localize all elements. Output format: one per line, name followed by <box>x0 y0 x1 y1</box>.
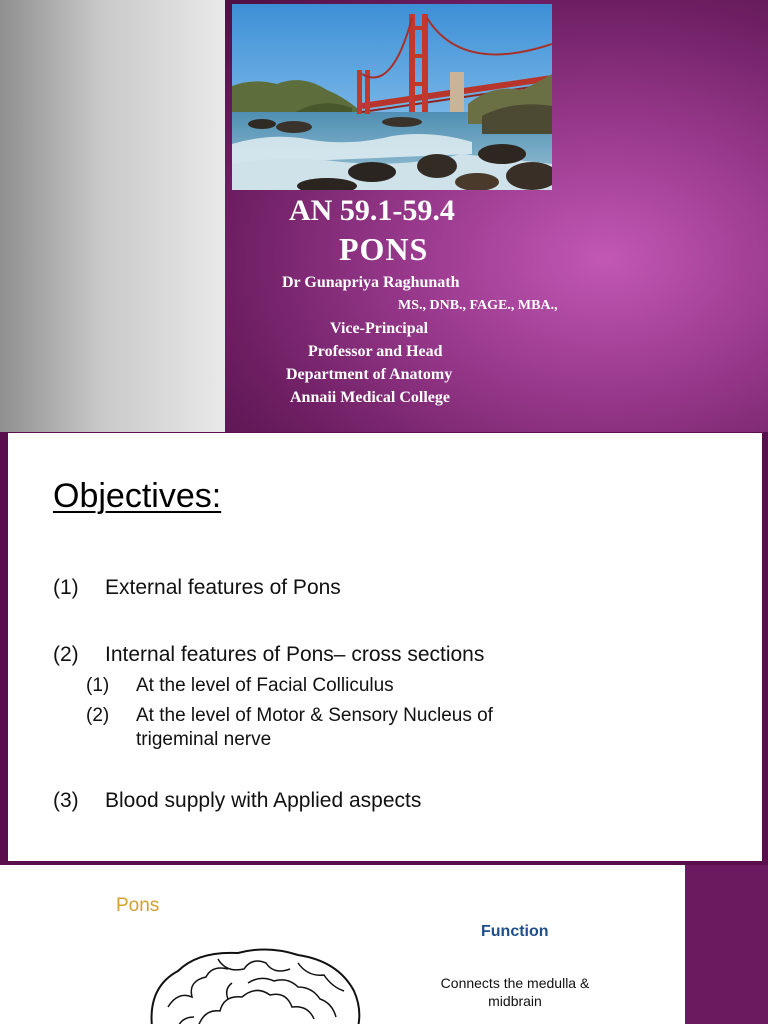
author-role-vice-principal: Vice-Principal <box>330 320 429 337</box>
author-role-professor: Professor and Head <box>308 343 443 360</box>
pons-function-slide <box>0 865 685 1024</box>
pons-label: Pons <box>116 895 160 916</box>
objective-text: Internal features of Pons– cross sections <box>105 643 485 666</box>
function-description: Connects the medulla & midbrain <box>440 975 590 1009</box>
objective-number: (1) <box>53 576 79 599</box>
gray-gradient-panel <box>0 0 225 432</box>
objective-number: (3) <box>53 789 79 812</box>
objective-item <box>53 789 421 813</box>
golden-gate-bridge-photo <box>232 4 552 190</box>
objectives-heading: Objectives: <box>53 477 222 515</box>
title-slide <box>0 0 768 432</box>
sub-objective-item <box>86 675 394 697</box>
brain-outline-illustration <box>148 947 363 1024</box>
sub-objective-continuation: trigeminal nerve <box>136 729 272 750</box>
objective-text: External features of Pons <box>105 576 341 599</box>
objective-number: (2) <box>53 643 79 666</box>
college-name: Annaii Medical College <box>290 389 450 406</box>
author-degrees: MS., DNB., FAGE., MBA., <box>398 298 558 313</box>
sub-objective-number: (1) <box>86 675 110 696</box>
sub-objective-item <box>86 705 493 727</box>
sub-objective-text: At the level of Motor & Sensory Nucleus of <box>136 705 493 726</box>
course-code: AN 59.1-59.4 <box>289 194 455 227</box>
objective-item <box>53 643 484 667</box>
department-name: Department of Anatomy <box>286 366 453 383</box>
function-heading: Function <box>481 923 549 940</box>
sub-objective-number: (2) <box>86 705 110 726</box>
author-name: Dr Gunapriya Raghunath <box>282 274 460 291</box>
slide-title: PONS <box>339 231 429 267</box>
purple-side-panel <box>685 865 768 1024</box>
sub-objective-text: At the level of Facial Colliculus <box>136 675 394 696</box>
objectives-slide <box>8 433 762 861</box>
objective-text: Blood supply with Applied aspects <box>105 789 422 812</box>
objective-item <box>53 576 341 600</box>
